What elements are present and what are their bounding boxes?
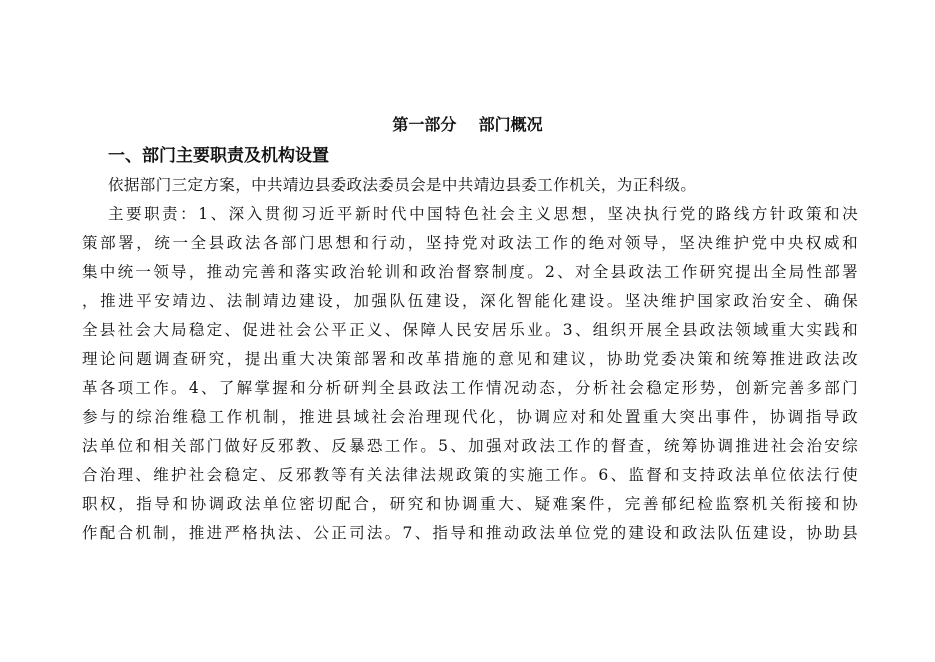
paragraph-line: 全县社会大局稳定、促进社会公平正义、保障人民安居乐业。3、组织开展全县政法领域重大实践和 (82, 321, 858, 339)
paragraph-duties (82, 200, 858, 548)
paragraph-line: 作配合机制，推进严格执法、公正司法。7、指导和推动政法单位党的建设和政法队伍建设，协助县 (82, 524, 858, 542)
paragraph-line: 参与的综治维稳工作机制，推进县域社会治理现代化，协调应对和处置重大突出事件，协调指导政 (82, 408, 858, 426)
paragraph-line: 职权，指导和协调政法单位密切配合，研究和协调重大、疑难案件，完善郁纪检监察机关衔接和协 (82, 495, 858, 513)
paragraph-line: 策部署，统一全县政法各部门思想和行动，坚持党对政法工作的绝对领导，坚决维护党中央权威和 (82, 234, 858, 252)
section-heading: 一、部门主要职责及机构设置 (108, 146, 329, 166)
paragraph-line: 集中统一领导，推动完善和落实政治轮训和政治督察制度。2、对全县政法工作研究提出全局性部署 (82, 263, 858, 281)
paragraph-institution (82, 171, 858, 200)
paragraph-line: ，推进平安靖边、法制靖边建设，加强队伍建设，深化智能化建设。坚决维护国家政治安全、确保 (82, 292, 858, 310)
paragraph-line: 理论问题调查研究，提出重大决策部署和改革措施的意见和建议，协助党委决策和统筹推进政法改 (82, 350, 858, 368)
paragraph-line: 法单位和相关部门做好反邪教、反暴恐工作。5、加强对政法工作的督查，统筹协调推进社会治安综 (82, 437, 858, 455)
part-title: 第一部分 部门概况 (392, 115, 543, 134)
paragraph-line: 革各项工作。4、了解掌握和分析研判全县政法工作情况动态，分析社会稳定形势，创新完善多部门 (82, 379, 858, 397)
paragraph-line: 合治理、维护社会稳定、反邪教等有关法律法规政策的实施工作。6、监督和支持政法单位依法行使 (82, 466, 858, 484)
paragraph-line: 依据部门三定方案，中共靖边县委政法委员会是中共靖边县委工作机关，为正科级。 (108, 176, 697, 194)
paragraph-line: 主要职责：1、深入贯彻习近平新时代中国特色社会主义思想，坚决执行党的路线方针政策和决 (108, 205, 858, 223)
